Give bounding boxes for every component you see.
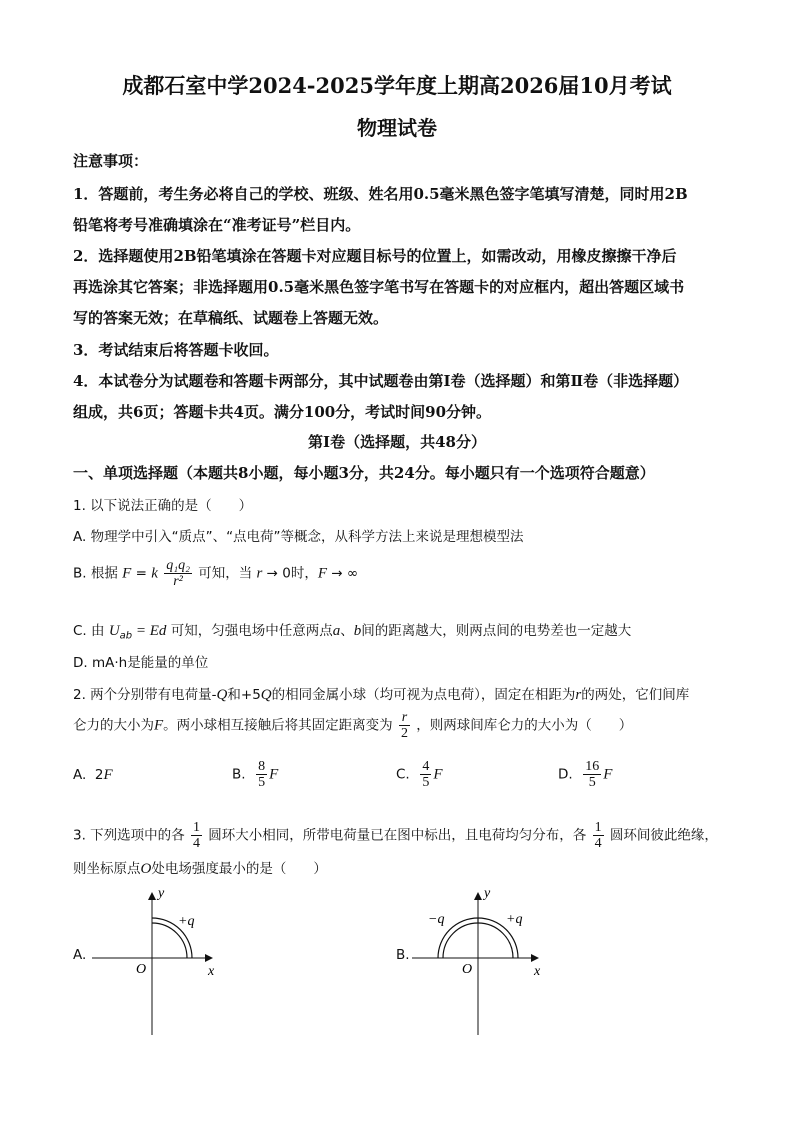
notice-line: 3．考试结束后将答题卡收回。 [73,341,279,359]
origin-label: O [136,962,147,977]
q3-text: 处电场强度最小的是（ ） [151,861,327,877]
page-title: 成都石室中学2024-2025学年度上期高2026届10月考试 [122,73,672,98]
part-heading: 一、单项选择题（本题共8小题，每小题3分，共24分。每小题只有一个选项符合题意） [73,464,655,482]
q2-opt-num: 16 [585,759,600,774]
q3-var-o: O [140,861,152,877]
q3-frac-num: 1 [192,820,200,835]
q3-fraction [593,820,604,851]
q2-text: 。两小球相互接触后将其固定距离变为 [163,717,393,734]
q3-text: 圆环大小相同，所带电荷量已在图中标出，且电荷均匀分布，各 [208,827,587,844]
q1-b-prefix: B. 根据 [73,565,118,582]
q3-figure-a [88,885,228,1035]
charge-label-right: +q [506,912,523,927]
q2-opt-fraction [420,759,431,790]
q1-b-infinity: → ∞ [327,565,359,582]
q2-stem-line2 [73,710,632,741]
q1-c-subscript: ab [119,630,133,642]
q2-opt-fraction [583,759,601,790]
q1-b-fraction [164,558,192,589]
q2-option-a [73,767,113,784]
q3-text: 圆环间彼此绝缘， [609,827,718,844]
q3-frac-den: 4 [594,836,602,851]
q1-b-var-f: F [122,565,132,582]
q1-c-var-b: b [353,623,362,639]
q2-text: 和+5 [227,687,261,703]
q2-opt-label: D. [558,766,573,783]
q2-opt-den: 5 [588,775,596,790]
q1-b-var-r: r [256,565,263,582]
q2-var-q: Q [216,687,228,703]
q2-opt-num: 4 [422,759,430,774]
q3-figure-b-label: B. [396,947,410,963]
x-axis-label: x [208,964,215,979]
q2-option-b [232,759,278,790]
q3-text: 则坐标原点 [73,861,141,877]
q2-opt-var: F [603,766,613,783]
q1-c-var-u: U [108,623,120,639]
q2-opt-label: C. [396,766,410,783]
notice-heading: 注意事项： [73,152,149,170]
q1-b-frac-num: q₁q₂ [166,558,190,573]
q2-stem-line1 [73,683,689,704]
y-axis-label: y [158,886,165,901]
q2-opt-var: F [269,766,279,783]
section-title: 第Ⅰ卷（选择题，共48分） [308,433,486,451]
q3-figure-b [408,885,553,1035]
q1-option-b [73,558,358,589]
page-subtitle: 物理试卷 [357,116,437,140]
notice-line: 铅笔将考号准确填涂在“准考证号”栏目内。 [73,216,361,234]
q3-frac-num: 1 [594,820,602,835]
q1-b-arrow: → 0时， [262,565,318,582]
q1-option-a: A. 物理学中引入“质点”、“点电荷”等概念，从科学方法上来说是理想模型法 [73,529,524,545]
q2-text: 的相同金属小球（均可视为点电荷），固定在相距为 [271,687,576,703]
charge-label: +q [178,914,195,929]
q2-opt-label: B. [232,766,246,783]
notice-line: 组成，共6页；答题卡共4页。满分100分，考试时间90分钟。 [73,403,492,421]
q2-option-d [558,759,612,790]
q1-b-var-k: k [151,565,158,582]
notice-line: 1．答题前，考生务必将自己的学校、班级、姓名用0.5毫米黑色签字笔填写清楚，同时用2B [73,185,688,203]
q2-text: 的两处，它们间库 [581,687,690,703]
notice-line: 2．选择题使用2B铅笔填涂在答题卡对应题目标号的位置上，如需改动，用橡皮擦擦干净后 [73,247,677,265]
q3-text: 3. 下列选项中的各 [73,827,185,844]
q1-option-d: D. mA·h是能量的单位 [73,655,209,671]
q1-c-sep: 、 [340,623,354,639]
q1-b-var-f2: F [317,565,328,582]
q2-opt-fraction [256,759,267,790]
q2-opt-var: F [103,767,113,783]
notice-line: 写的答案无效；在草稿纸、试题卷上答题无效。 [73,309,389,327]
q1-b-eq: = [131,565,152,582]
q2-opt-var: F [433,766,443,783]
q2-opt-coef: 2 [94,767,104,783]
q2-frac-num: r [399,710,410,726]
q3-stem-line1 [73,820,718,851]
q1-b-frac-den: r² [173,574,183,589]
q2-frac-den: 2 [400,726,408,741]
q1-stem: 1. 以下说法正确的是（ ） [73,498,253,514]
q2-option-c [396,759,442,790]
origin-label: O [462,962,473,977]
notice-line: 4．本试卷分为试题卷和答题卡两部分，其中试题卷由第Ⅰ卷（选择题）和第Ⅱ卷（非选择题） [73,372,689,390]
q3-frac-den: 4 [192,836,200,851]
q3-fraction [191,820,202,851]
q2-text: 2. 两个分别带有电荷量- [73,687,217,703]
q1-option-c [73,619,631,642]
q1-b-mid: 可知，当 [198,565,253,582]
q1-c-text: 可知，匀强电场中任意两点 [166,623,333,639]
notice-line: 再选涂其它答案；非选择题用0.5毫米黑色签字笔书写在答题卡的对应框内，超出答题区域书 [73,278,685,296]
x-axis-label: x [534,964,541,979]
q1-c-prefix: C. 由 [73,623,109,639]
q2-opt-den: 5 [422,775,430,790]
q1-c-eq: = Ed [132,623,167,639]
q1-c-var-a: a [332,623,341,639]
q2-var-q: Q [260,687,272,703]
q3-stem-line2 [73,857,327,878]
q2-var-f: F [154,717,164,734]
q2-opt-label: A. [73,767,87,783]
q3-figure-a-label: A. [73,947,87,963]
q2-fraction [399,710,410,741]
q2-opt-num: 8 [258,759,266,774]
q2-text: 仑力的大小为 [73,717,154,734]
q1-c-rest: 间的距离越大，则两点间的电势差也一定越大 [361,623,632,639]
q2-text: ，则两球间库仑力的大小为（ ） [416,717,633,734]
q2-var-r: r [575,687,582,703]
y-axis-label: y [484,886,491,901]
q2-opt-den: 5 [258,775,266,790]
charge-label-left: −q [428,912,445,927]
